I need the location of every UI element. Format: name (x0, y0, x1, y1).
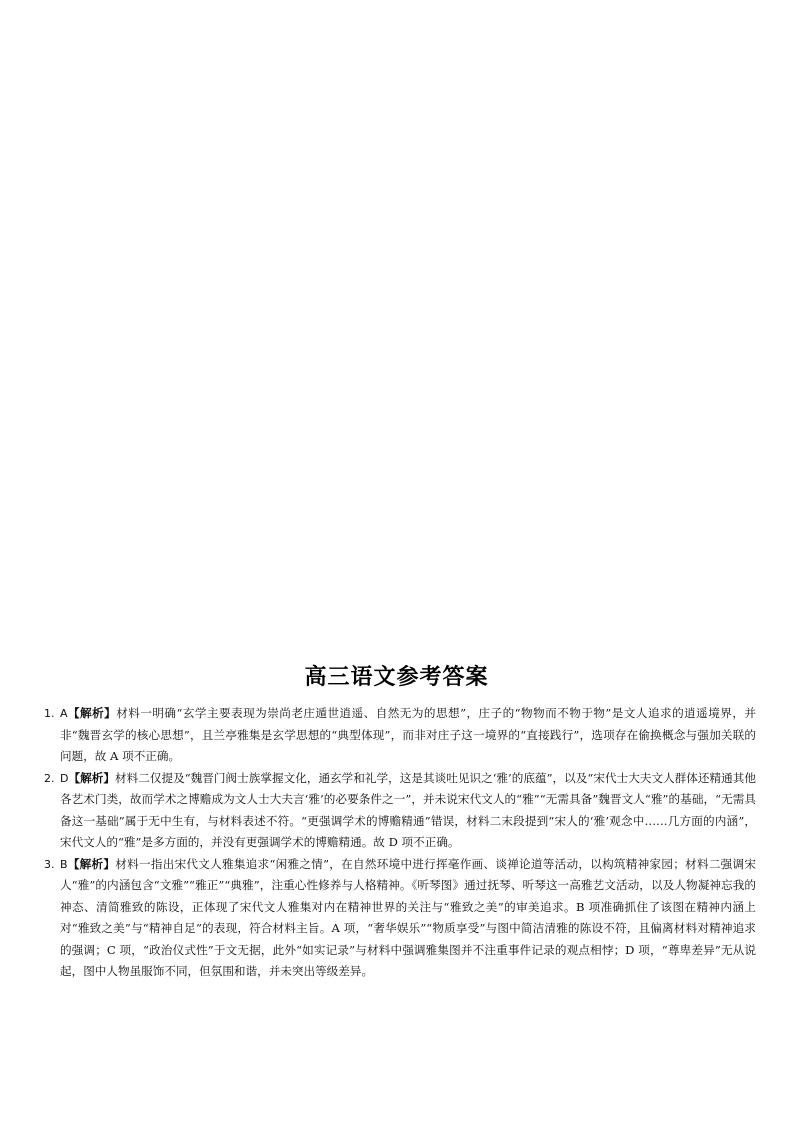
answer-body (60, 768, 756, 854)
answer-number: 2. (44, 771, 55, 785)
answer-list (44, 703, 756, 983)
answer-explanation: 材料二仅提及“魏晋门阀士族掌握文化，通玄学和礼学，这是其谈吐见识之‘雅’的底蕴”，以及“宋代士大夫文人群体还精通其他各艺术门类，故而学术之博赡成为文人士大夫言‘雅’的必要条件之一”，并未说宋代文人的“雅”“无需具备”魏晋文人“雅”的基础，“无需具备这一基础”属于无中生有，与材料表述不符。“更强调学术的博赡精通”错误，材料二末段提到“宋人的‘雅’观念中……几方面的内涵”，宋代文人的“雅”是多方面的，并没有更强调学术的博赡精通。故 D 项不正确。 (60, 770, 756, 849)
analysis-tag: 【解析】 (67, 706, 117, 720)
answer-item-2 (44, 768, 756, 854)
page-title: 高三语文参考答案 (304, 664, 489, 690)
answer-item-1 (44, 703, 756, 768)
analysis-tag: 【解析】 (68, 770, 115, 785)
answer-body (60, 703, 756, 768)
analysis-tag: 【解析】 (67, 856, 116, 871)
answer-choice: B (60, 857, 68, 871)
answer-body (60, 854, 756, 983)
answer-choice: D (60, 771, 69, 785)
answer-explanation: 材料一明确“玄学主要表现为崇尚老庄遁世逍遥、自然无为的思想”，庄子的“物物而不物于物”是文人追求的逍遥境界，并非“魏晋玄学的核心思想”，且兰亭雅集是玄学思想的“典型体现”，而非对庄子这一境界的“直接践行”，选项存在偷换概念与强加关联的问题，故 A 项不正确。 (60, 706, 756, 763)
answer-explanation: 材料一指出宋代文人雅集追求“闲雅之情”，在自然环境中进行挥毫作画、谈禅论道等活动，以构筑精神家园；材料二强调宋人“雅”的内涵包含“文雅”“雅正”“典雅”，注重心性修养与人格精神。《听琴图》通过抚琴、听琴这一高雅艺文活动，以及人物凝神忘我的神态、清简雅致的陈设，正体现了宋代文人雅集对内在精神世界的关注与“雅致之美”的审美追求。B 项准确抓住了该图在精神内涵上对“雅致之美”与“精神自足”的表现，符合材料主旨。A 项，“奢华娱乐”“物质享受”与图中简洁清雅的陈设不符，且偏离材料对精神追求的强调；C 项，“政治仪式性”于文无据，此外“如实记录”与材料中强调雅集图并不注重事件记录的观点相悖；D 项，“尊卑差异”无从说起，图中人物虽服饰不同，但氛围和谐，并未突出等级差异。 (60, 856, 756, 978)
answer-number: 1. (44, 707, 55, 720)
answer-number: 3. (44, 857, 55, 871)
answer-item-3 (44, 854, 756, 983)
answer-choice: A (60, 707, 68, 720)
